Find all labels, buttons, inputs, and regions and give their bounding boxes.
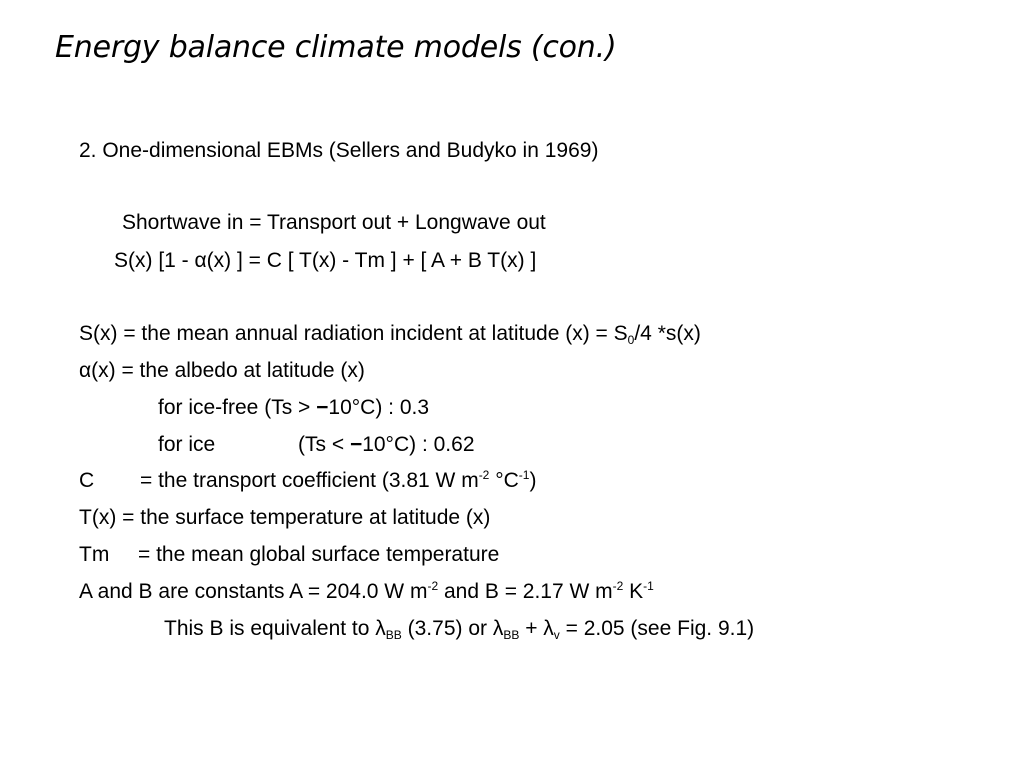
ice-free-suffix: 10°C) : 0.3 [328, 396, 430, 419]
c-definition-mid: °C [489, 469, 519, 492]
b-text3: + λ [519, 617, 554, 640]
b-sub3: v [553, 628, 560, 642]
ab-definition [79, 579, 654, 605]
ab-text3: K [623, 580, 644, 603]
s-definition-text: S(x) = the mean annual radiation incident at latitude (x) = S [79, 322, 628, 345]
ice-suffix: 10°C) : 0.62 [362, 433, 475, 456]
b-text4: = 2.05 (see Fig. 9.1) [559, 617, 755, 640]
tm-definition: = the mean global surface temperature [138, 543, 500, 566]
equation-words: Shortwave in = Transport out + Longwave out [122, 211, 546, 234]
s-definition-subscript: 0 [627, 333, 635, 347]
ab-exp1: -2 [427, 579, 439, 593]
ice-label: for ice [158, 433, 216, 456]
b-text1: This B is equivalent to λ [164, 617, 386, 640]
s-definition-tail: /4 *s(x) [634, 322, 701, 345]
s-definition [79, 321, 701, 347]
ab-exp3: -1 [643, 579, 654, 593]
ice-minus: − [349, 433, 363, 456]
t-definition: T(x) = the surface temperature at latitude (x) [79, 506, 491, 529]
ab-text2: and B = 2.17 W m [438, 580, 613, 603]
b-sub1: BB [385, 628, 402, 642]
energy-balance-equation: S(x) [1 - α(x) ] = C [ T(x) - Tm ] + [ A + B T(x) ] [114, 249, 537, 272]
ice-free-albedo [158, 395, 429, 421]
c-definition [140, 468, 536, 494]
section-heading: 2. One-dimensional EBMs (Sellers and Budyko in 1969) [79, 139, 599, 162]
c-definition-tail: ) [529, 469, 537, 492]
c-exp1: -2 [478, 468, 490, 482]
b-text2: (3.75) or λ [401, 617, 504, 640]
ice-albedo [158, 432, 215, 458]
tm-symbol: Tm [79, 543, 110, 566]
slide-title: Energy balance climate models (con.) [55, 30, 617, 65]
ice-free-prefix: for ice-free (Ts > [158, 396, 317, 419]
b-sub2: BB [503, 628, 520, 642]
ab-exp2: -2 [612, 579, 624, 593]
ice-prefix: (Ts < [298, 433, 350, 456]
b-equivalence [164, 616, 754, 642]
c-symbol: C [79, 469, 95, 492]
c-definition-text: = the transport coefficient (3.81 W m [140, 469, 479, 492]
ab-text1: A and B are constants A = 204.0 W m [79, 580, 428, 603]
ice-free-minus: − [316, 396, 329, 419]
alpha-definition: α(x) = the albedo at latitude (x) [79, 359, 365, 382]
ice-albedo-value [298, 432, 475, 458]
c-exp2: -1 [518, 468, 530, 482]
